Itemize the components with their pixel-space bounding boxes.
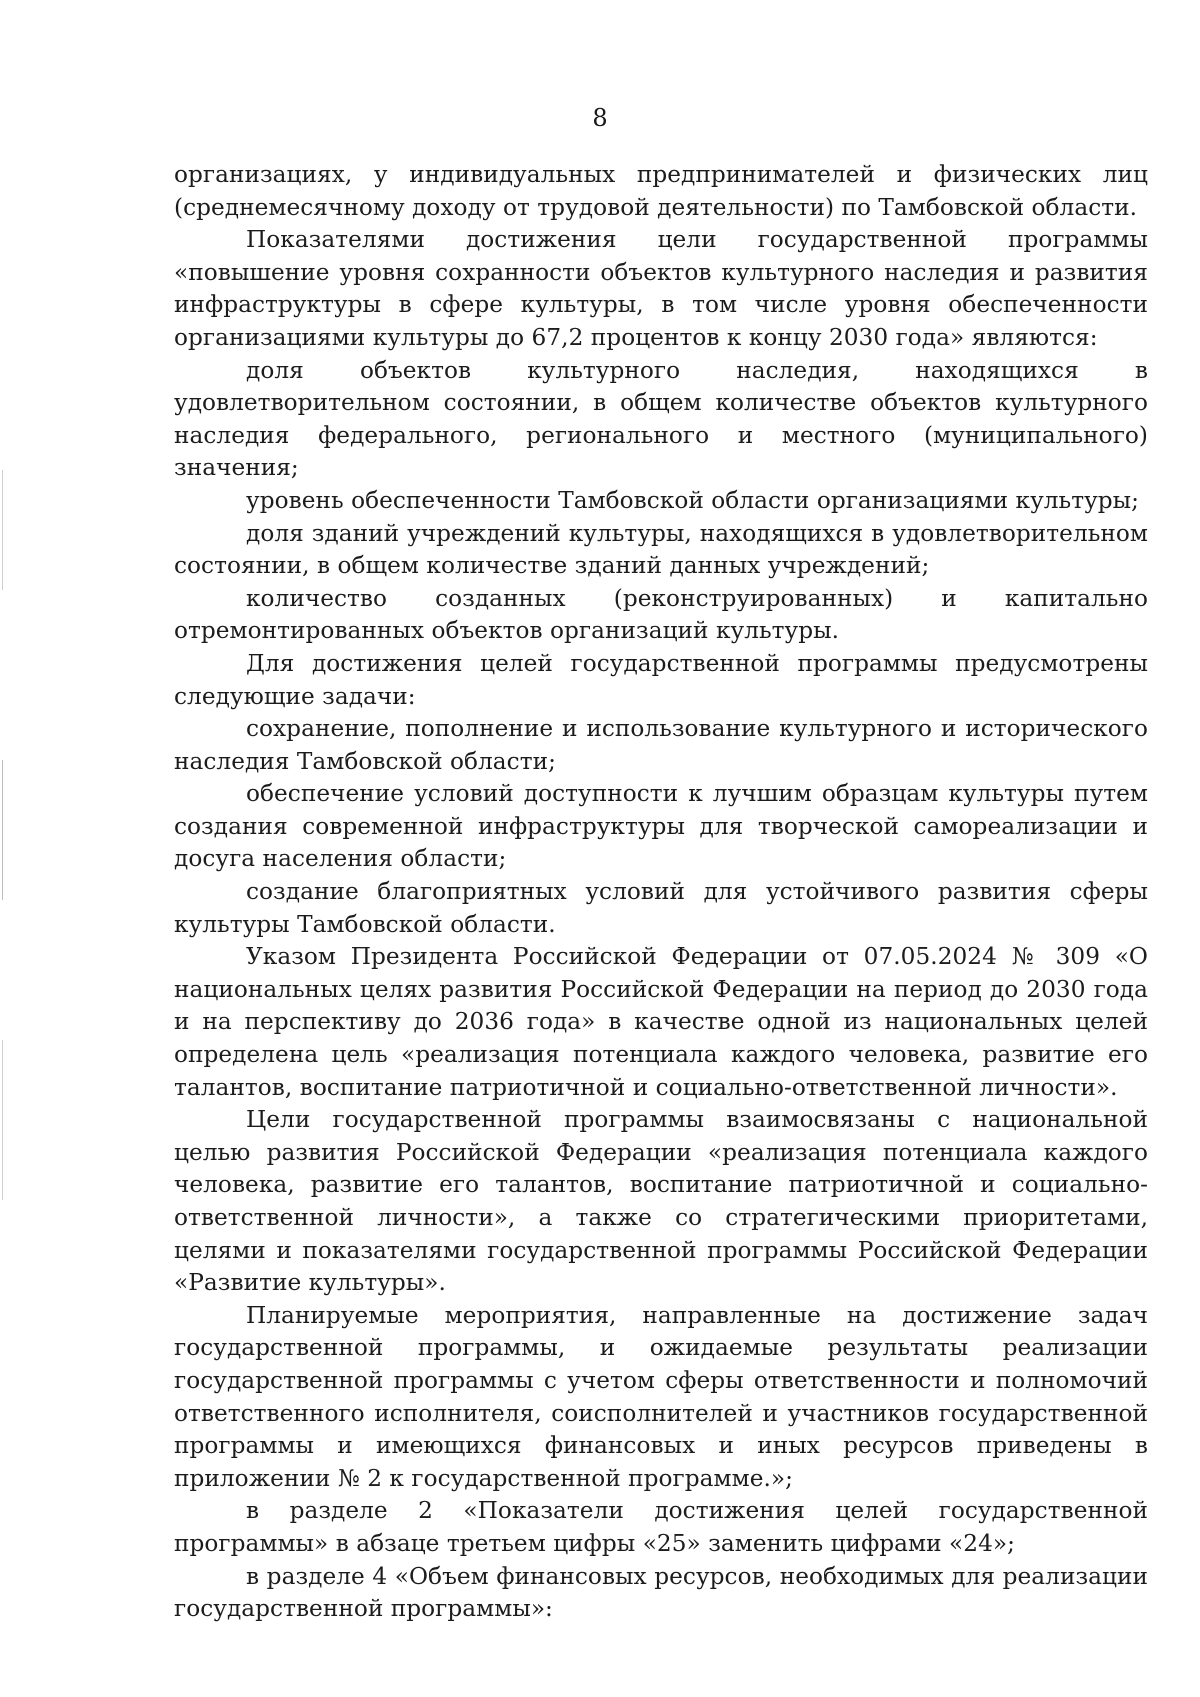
paragraph: в разделе 4 «Объем финансовых ресурсов, необходимых для реализации государственной программы»: <box>174 1562 1148 1623</box>
paragraph: организациях, у индивидуальных предпринимателей и физических лиц (среднемесячному доходу от трудовой деятельности) по Тамбовской области. <box>174 161 1148 221</box>
document-body <box>174 159 1148 1626</box>
paragraph: количество созданных (реконструированных) и капитально отремонтированных объектов организаций культуры. <box>174 584 1148 645</box>
paragraph: Планируемые мероприятия, направленные на достижение задач государственной программы, и ожидаемые результаты реализации государственной программы с учетом сферы ответственности и полномочий ответственного исполнителя, соисполнителей и участников государственной программы и имеющихся финансовых и иных ресурсов приведены в приложении № 2 к государственной программе.»; <box>174 1301 1148 1492</box>
paragraph: Показателями достижения цели государственной программы «повышение уровня сохранности объектов культурного наследия и развития инфраструктуры в сфере культуры, в том числе уровня обеспеченности организациями культуры до 67,2 процентов к концу 2030 года» являются: <box>174 226 1148 351</box>
page-number: 8 <box>592 104 608 132</box>
paragraph: Для достижения целей государственной программы предусмотрены следующие задачи: <box>174 649 1148 710</box>
scan-edge-mark <box>2 470 3 590</box>
paragraph: сохранение, пополнение и использование культурного и исторического наследия Тамбовской области; <box>174 715 1148 775</box>
scan-edge-mark <box>2 1040 3 1200</box>
paragraph: уровень обеспеченности Тамбовской области организациями культуры; <box>246 486 1140 514</box>
paragraph: в разделе 2 «Показатели достижения целей государственной программы» в абзаце третьем цифры «25» заменить цифрами «24»; <box>174 1497 1148 1557</box>
paragraph: Указом Президента Российской Федерации от 07.05.2024 № 309 «О национальных целях развития Российской Федерации на период до 2030 года и на перспективу до 2036 года» в качестве одной из национальных целей определена цель «реализация потенциала каждого человека, развитие его талантов, воспитание патриотичной и социально-ответственной личности». <box>174 943 1148 1101</box>
paragraph: доля объектов культурного наследия, находящихся в удовлетворительном состоянии, в общем количестве объектов культурного наследия федерального, регионального и местного (муниципального) значения; <box>174 356 1148 482</box>
paragraph: создание благоприятных условий для устойчивого развития сферы культуры Тамбовской области. <box>174 878 1148 938</box>
paragraph: Цели государственной программы взаимосвязаны с национальной целью развития Российской Федерации «реализация потенциала каждого человека, развитие его талантов, воспитание патриотичной и социально-ответственной личности», а также со стратегическими приоритетами, целями и показателями государственной программы Российской Федерации «Развитие культуры». <box>174 1106 1148 1297</box>
paragraph: обеспечение условий доступности к лучшим образцам культуры путем создания современной инфраструктуры для творческой самореализации и досуга населения области; <box>174 780 1148 873</box>
paragraph: доля зданий учреждений культуры, находящихся в удовлетворительном состоянии, в общем количестве зданий данных учреждений; <box>174 519 1148 580</box>
scan-edge-mark <box>2 760 3 900</box>
